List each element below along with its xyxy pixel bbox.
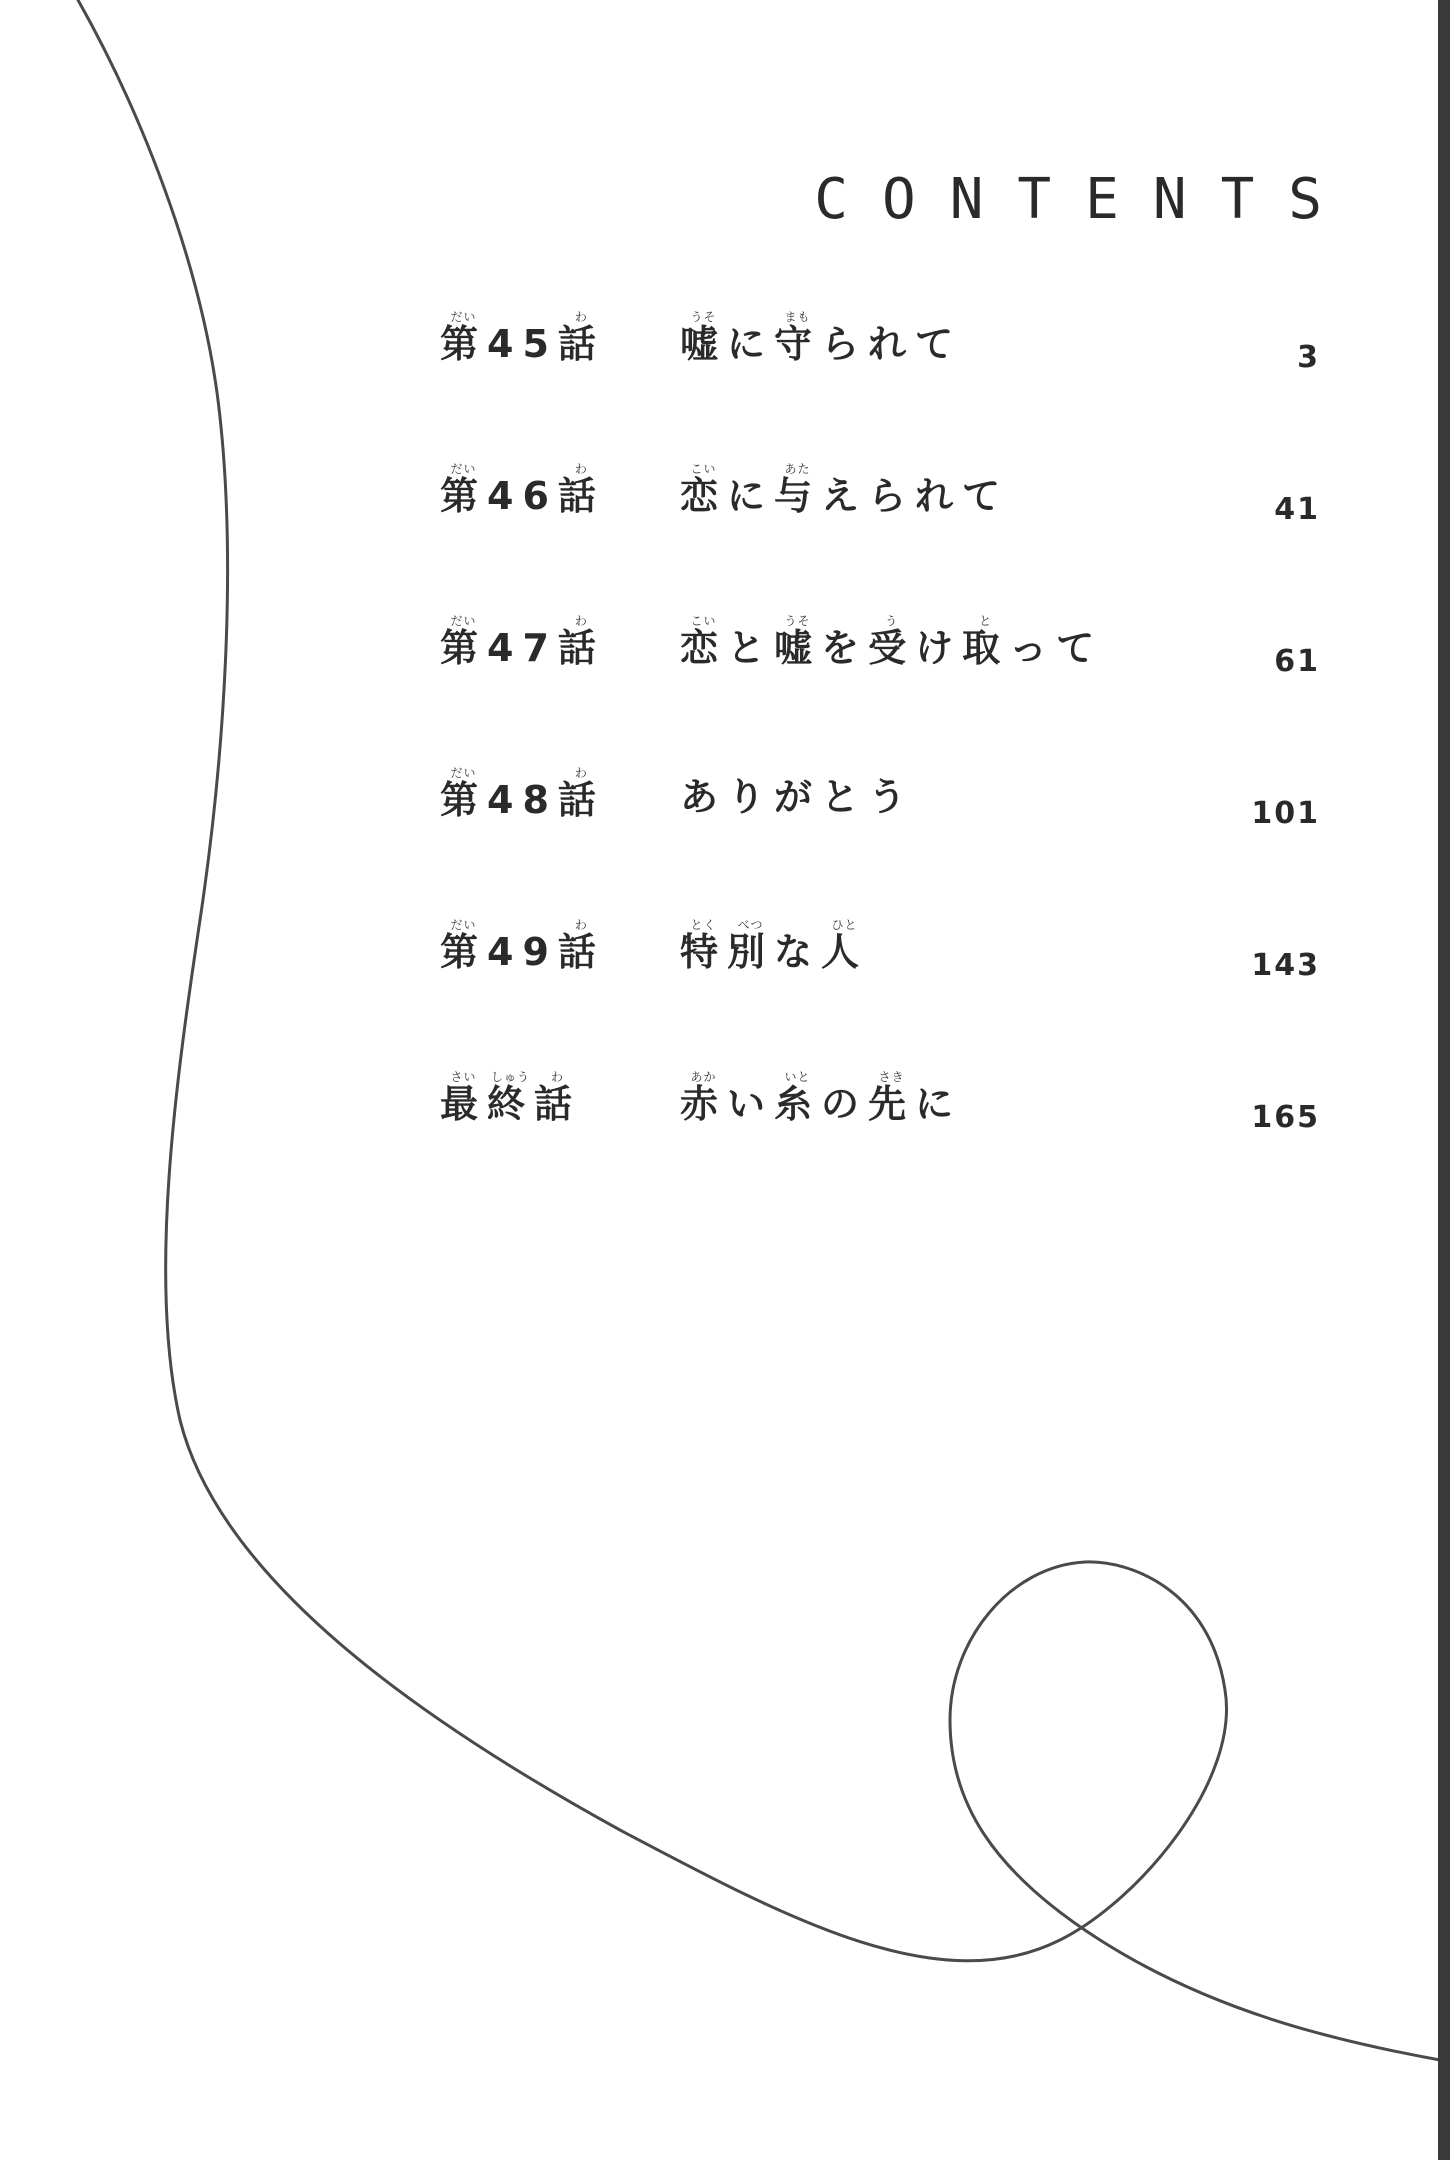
ruby-base: 終 bbox=[487, 1082, 535, 1126]
ruby-segment bbox=[487, 322, 558, 366]
ruby-base: と bbox=[727, 626, 775, 670]
chapter-number bbox=[440, 614, 605, 672]
chapter-title bbox=[680, 614, 1103, 672]
ruby-base: 話 bbox=[557, 930, 605, 974]
toc-entry[interactable] bbox=[440, 766, 1320, 918]
furigana: まも bbox=[774, 310, 822, 324]
ruby-segment bbox=[680, 918, 728, 974]
furigana: うそ bbox=[774, 614, 822, 628]
ruby-segment bbox=[557, 614, 605, 670]
furigana: わ bbox=[557, 766, 605, 780]
ruby-base: 47 bbox=[487, 626, 558, 670]
ruby-segment bbox=[727, 918, 775, 974]
ruby-segment bbox=[440, 310, 488, 366]
chapter-number bbox=[440, 310, 605, 368]
ruby-base: 話 bbox=[557, 474, 605, 518]
ruby-segment bbox=[557, 310, 605, 366]
ruby-base: 赤 bbox=[680, 1082, 728, 1126]
chapter-title bbox=[680, 918, 868, 976]
furigana: あか bbox=[680, 1070, 728, 1084]
ruby-segment bbox=[557, 918, 605, 974]
furigana: わ bbox=[557, 614, 605, 628]
ruby-base: えられて bbox=[821, 474, 1010, 518]
toc-entry[interactable] bbox=[440, 310, 1320, 462]
chapter-number bbox=[440, 1070, 581, 1128]
chapter-title bbox=[680, 310, 962, 368]
ruby-segment bbox=[487, 1070, 535, 1126]
ruby-base: 受 bbox=[868, 626, 916, 670]
ruby-segment bbox=[727, 1082, 774, 1126]
ruby-base: 第 bbox=[440, 930, 488, 974]
ruby-base: 取 bbox=[962, 626, 1010, 670]
chapter-number bbox=[440, 462, 605, 520]
furigana: と bbox=[962, 614, 1010, 628]
page-number: 3 bbox=[1297, 340, 1320, 375]
ruby-base: 話 bbox=[557, 778, 605, 822]
ruby-segment bbox=[727, 322, 774, 366]
ruby-base: 糸 bbox=[774, 1082, 822, 1126]
chapter-title bbox=[680, 1070, 962, 1128]
ruby-base: 特 bbox=[680, 930, 728, 974]
ruby-segment bbox=[774, 614, 822, 670]
ruby-segment bbox=[868, 614, 916, 670]
furigana: こい bbox=[680, 614, 728, 628]
furigana: こい bbox=[680, 462, 728, 476]
ruby-segment bbox=[440, 918, 488, 974]
ruby-segment bbox=[868, 1070, 916, 1126]
ruby-segment bbox=[962, 614, 1010, 670]
ruby-base: 第 bbox=[440, 626, 488, 670]
page-number: 143 bbox=[1251, 948, 1320, 983]
ruby-base: 話 bbox=[557, 322, 605, 366]
ruby-base: られて bbox=[821, 322, 963, 366]
ruby-base: って bbox=[1009, 626, 1104, 670]
furigana: ひと bbox=[821, 918, 869, 932]
ruby-segment bbox=[440, 462, 488, 518]
furigana: うそ bbox=[680, 310, 728, 324]
ruby-segment bbox=[440, 614, 488, 670]
furigana: だい bbox=[440, 918, 488, 932]
page-number: 165 bbox=[1251, 1100, 1320, 1135]
ruby-segment bbox=[727, 474, 774, 518]
page-edge bbox=[1438, 0, 1450, 2160]
chapter-number bbox=[440, 918, 605, 976]
ruby-base: 話 bbox=[534, 1082, 582, 1126]
ruby-base: 嘘 bbox=[680, 322, 728, 366]
ruby-segment bbox=[534, 1070, 582, 1126]
chapter-title bbox=[680, 766, 915, 821]
ruby-segment bbox=[487, 626, 558, 670]
ruby-base: 第 bbox=[440, 778, 488, 822]
ruby-base: 48 bbox=[487, 778, 558, 822]
ruby-base: 先 bbox=[868, 1082, 916, 1126]
ruby-base: 49 bbox=[487, 930, 558, 974]
furigana: さい bbox=[440, 1070, 488, 1084]
ruby-segment bbox=[487, 930, 558, 974]
ruby-segment bbox=[680, 462, 728, 518]
furigana: う bbox=[868, 614, 916, 628]
furigana: しゅう bbox=[487, 1070, 535, 1084]
ruby-base: に bbox=[915, 1082, 963, 1126]
toc-entry[interactable] bbox=[440, 614, 1320, 766]
ruby-base: 守 bbox=[774, 322, 822, 366]
furigana: わ bbox=[557, 918, 605, 932]
ruby-base: 与 bbox=[774, 474, 822, 518]
toc-entry[interactable] bbox=[440, 462, 1320, 614]
ruby-base: 最 bbox=[440, 1082, 488, 1126]
page-number: 101 bbox=[1251, 796, 1320, 831]
ruby-base: 嘘 bbox=[774, 626, 822, 670]
page-number: 41 bbox=[1274, 492, 1320, 527]
ruby-base: な bbox=[774, 930, 822, 974]
page-number: 61 bbox=[1274, 644, 1320, 679]
ruby-segment bbox=[557, 766, 605, 822]
ruby-base: 話 bbox=[557, 626, 605, 670]
contents-heading: CONTENTS bbox=[814, 167, 1356, 232]
ruby-segment bbox=[821, 918, 869, 974]
ruby-segment bbox=[774, 1070, 822, 1126]
ruby-segment bbox=[821, 322, 962, 366]
ruby-segment bbox=[821, 1082, 868, 1126]
ruby-base: 恋 bbox=[680, 474, 728, 518]
ruby-base: に bbox=[727, 474, 775, 518]
furigana: だい bbox=[440, 462, 488, 476]
furigana: わ bbox=[557, 462, 605, 476]
ruby-segment bbox=[1009, 626, 1103, 670]
ruby-segment bbox=[680, 775, 915, 819]
ruby-segment bbox=[680, 614, 728, 670]
chapter-number bbox=[440, 766, 605, 824]
ruby-segment bbox=[557, 462, 605, 518]
ruby-base: い bbox=[727, 1082, 775, 1126]
ruby-base: 別 bbox=[727, 930, 775, 974]
furigana: あた bbox=[774, 462, 822, 476]
ruby-segment bbox=[440, 766, 488, 822]
furigana: べつ bbox=[727, 918, 775, 932]
ruby-base: 恋 bbox=[680, 626, 728, 670]
furigana: いと bbox=[774, 1070, 822, 1084]
furigana: とく bbox=[680, 918, 728, 932]
chapter-title bbox=[680, 462, 1009, 520]
ruby-segment bbox=[680, 310, 728, 366]
ruby-base: の bbox=[821, 1082, 869, 1126]
ruby-base: に bbox=[727, 322, 775, 366]
furigana: わ bbox=[557, 310, 605, 324]
ruby-base: 第 bbox=[440, 322, 488, 366]
table-of-contents bbox=[440, 310, 1320, 1222]
ruby-base: 45 bbox=[487, 322, 558, 366]
furigana: だい bbox=[440, 614, 488, 628]
ruby-segment bbox=[440, 1070, 488, 1126]
toc-entry[interactable] bbox=[440, 918, 1320, 1070]
ruby-base: ありがとう bbox=[680, 775, 916, 819]
ruby-segment bbox=[774, 930, 821, 974]
ruby-base: を bbox=[821, 626, 869, 670]
furigana: わ bbox=[534, 1070, 582, 1084]
ruby-base: け bbox=[915, 626, 963, 670]
ruby-segment bbox=[487, 778, 558, 822]
ruby-segment bbox=[774, 462, 822, 518]
furigana: だい bbox=[440, 310, 488, 324]
ruby-segment bbox=[680, 1070, 728, 1126]
ruby-base: 第 bbox=[440, 474, 488, 518]
ruby-segment bbox=[821, 474, 1009, 518]
ruby-segment bbox=[915, 1082, 962, 1126]
toc-entry[interactable] bbox=[440, 1070, 1320, 1222]
ruby-segment bbox=[821, 626, 868, 670]
ruby-segment bbox=[487, 474, 558, 518]
ruby-segment bbox=[774, 310, 822, 366]
furigana: だい bbox=[440, 766, 488, 780]
ruby-segment bbox=[915, 626, 962, 670]
furigana: さき bbox=[868, 1070, 916, 1084]
ruby-segment bbox=[727, 626, 774, 670]
ruby-base: 46 bbox=[487, 474, 558, 518]
ruby-base: 人 bbox=[821, 930, 869, 974]
